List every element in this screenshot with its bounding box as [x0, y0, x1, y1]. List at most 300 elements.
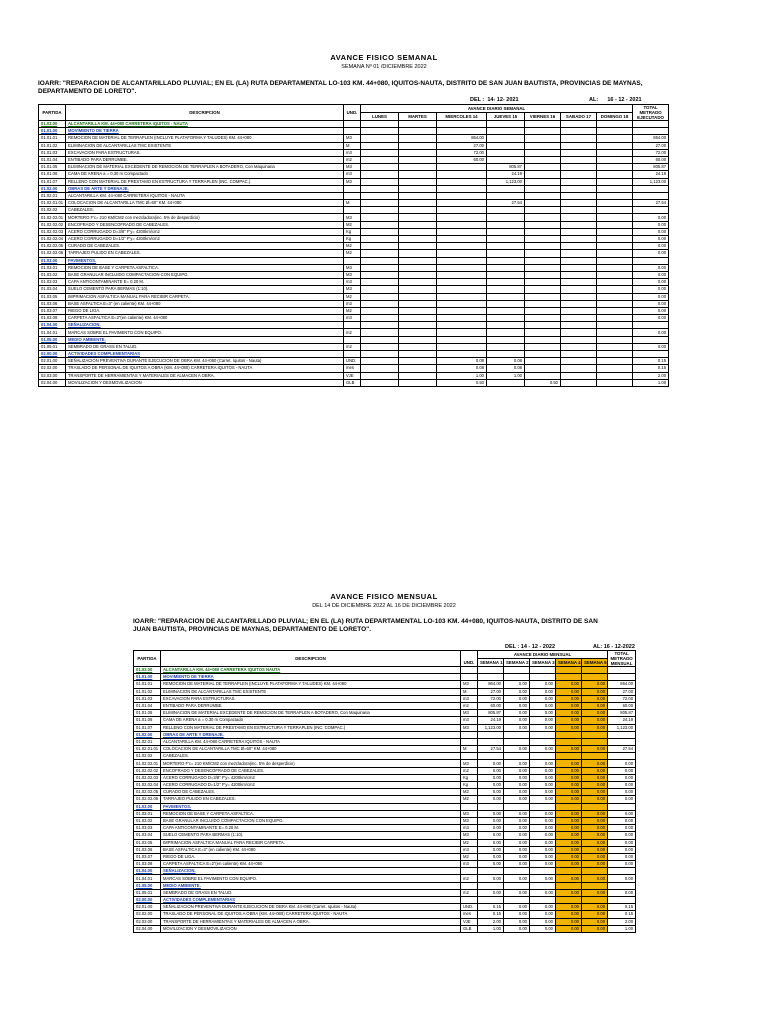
cell-value	[561, 214, 597, 221]
cell-descripcion: ACTIVIDADES COMPLEMENTARIAS	[66, 351, 344, 358]
cell-value: 0.00	[478, 789, 504, 796]
cell-und: M2	[461, 853, 478, 860]
cell-value: 0.00	[582, 688, 608, 695]
cell-descripcion: COLOCACION DE ALCANTARILLA TMC Ø=60" KM. 44+080	[66, 200, 344, 207]
cell-und	[344, 207, 361, 214]
cell-total: 0.00	[633, 279, 669, 286]
cell-value: 0.00	[556, 861, 582, 868]
cell-value: 1.00	[487, 372, 525, 379]
cell-partida: 01.03.08	[39, 315, 66, 322]
cell-value: 2.00	[478, 918, 504, 925]
cell-total: 0.00	[608, 889, 636, 896]
cell-value: 72.00	[437, 149, 487, 156]
cell-value: 0.00	[530, 717, 556, 724]
cell-total: 0.00	[633, 271, 669, 278]
cell-value	[597, 322, 633, 329]
cell-total: 0.00	[633, 300, 669, 307]
cell-value	[399, 379, 437, 386]
cell-total: 0.15	[633, 358, 669, 365]
cell-value	[487, 257, 525, 264]
cell-descripcion: REMOCION DE BASE Y CARPETA ASFALTICA.	[161, 810, 461, 817]
cell-value	[561, 257, 597, 264]
cell-descripcion: TARRAJEO PULIDO EN CABEZALES.	[66, 250, 344, 257]
table-row	[39, 164, 669, 171]
cell-value	[525, 271, 561, 278]
cell-total: 0.00	[608, 789, 636, 796]
cell-value	[399, 243, 437, 250]
cell-value: 0.00	[556, 724, 582, 731]
cell-value: 1.00	[478, 925, 504, 932]
cell-value	[561, 142, 597, 149]
monthly-table-body	[134, 667, 636, 933]
cell-partida: 02.04.00	[134, 925, 161, 932]
cell-value: 0.00	[556, 918, 582, 925]
cell-value	[487, 214, 525, 221]
cell-value	[437, 128, 487, 135]
cell-partida: 01.03.00	[39, 121, 66, 128]
cell-partida: 01.02.01.01	[134, 746, 161, 753]
cell-und: m2	[461, 702, 478, 709]
cell-descripcion: TARRAJEO PULIDO EN CABEZALES.	[161, 796, 461, 803]
cell-descripcion: COLOCACION DE ALCANTARILLA TMC Ø=60" KM. 44+080	[161, 746, 461, 753]
cell-value	[361, 171, 399, 178]
cell-value	[597, 228, 633, 235]
cell-value	[525, 300, 561, 307]
cell-value	[597, 156, 633, 163]
cell-value	[561, 300, 597, 307]
table-row	[134, 738, 636, 745]
cell-partida: 01.01.02	[134, 688, 161, 695]
table-row	[134, 760, 636, 767]
cell-value	[504, 882, 530, 889]
cell-total: 0.00	[608, 817, 636, 824]
table-row	[39, 379, 669, 386]
cell-value	[525, 135, 561, 142]
cell-value	[561, 293, 597, 300]
cell-value	[525, 336, 561, 343]
cell-partida: 01.01.07	[39, 178, 66, 185]
cell-partida: 01.03.05	[39, 293, 66, 300]
cell-value: 0.00	[504, 918, 530, 925]
cell-total: 0.00	[608, 861, 636, 868]
cell-value	[561, 329, 597, 336]
cell-value	[525, 343, 561, 350]
cell-value	[487, 142, 525, 149]
cell-descripcion: PAVIMENTOS.	[161, 803, 461, 810]
cell-value	[399, 121, 437, 128]
cell-descripcion: MARCAS SOBRE EL PAVIMENTO CON EQUIPO.	[161, 875, 461, 882]
cell-value	[487, 379, 525, 386]
cell-value	[561, 286, 597, 293]
cell-und: m3	[344, 300, 361, 307]
cell-value	[437, 343, 487, 350]
cell-total: 27.00	[633, 142, 669, 149]
cell-value	[437, 185, 487, 192]
cell-value	[597, 343, 633, 350]
cell-partida: 01.05.00	[39, 336, 66, 343]
table-row	[39, 156, 669, 163]
cell-value: 0.00	[530, 853, 556, 860]
cell-total	[608, 753, 636, 760]
cell-value	[361, 200, 399, 207]
cell-value: 1.00	[437, 372, 487, 379]
cell-partida: 01.01.03	[134, 695, 161, 702]
cell-value	[525, 358, 561, 365]
cell-value	[437, 121, 487, 128]
cell-value	[399, 336, 437, 343]
cell-value	[525, 315, 561, 322]
col-day: JUEVES 15	[487, 113, 525, 121]
cell-value: 805.87	[478, 710, 504, 717]
cell-value	[556, 667, 582, 674]
cell-value	[487, 271, 525, 278]
cell-value: 0.00	[556, 688, 582, 695]
col-avance-group: AVANCE DIARIO SEMANAL	[361, 105, 633, 113]
cell-value	[361, 135, 399, 142]
cell-value	[361, 358, 399, 365]
table-row	[134, 889, 636, 896]
cell-value	[582, 882, 608, 889]
cell-partida: 01.04.01	[39, 329, 66, 336]
cell-value: 0.00	[582, 724, 608, 731]
cell-value	[399, 372, 437, 379]
cell-value: 0.00	[556, 746, 582, 753]
cell-value	[361, 343, 399, 350]
cell-und: Kg	[461, 774, 478, 781]
cell-descripcion: SUELO CEMENTO PARA BERMAS (1:10).	[66, 286, 344, 293]
cell-value	[437, 322, 487, 329]
cell-total	[633, 185, 669, 192]
cell-descripcion: MORTERO F'c= 210 KM/CM2 con mezcladora(inc. 5% de desperdicio)	[161, 760, 461, 767]
cell-value: 0.00	[478, 839, 504, 846]
cell-partida: 02.02.00	[39, 365, 66, 372]
cell-descripcion: ALCANTARILLA KM. 44+080 CARRETERA IQUITOS - NAUTA	[66, 192, 344, 199]
cell-value	[437, 178, 487, 185]
cell-und: M3	[461, 832, 478, 839]
cell-value: 0.00	[582, 817, 608, 824]
table-row	[134, 674, 636, 681]
cell-value: 1,123.00	[478, 724, 504, 731]
cell-value	[597, 142, 633, 149]
weekly-table	[38, 104, 669, 387]
table-row	[134, 853, 636, 860]
cell-partida: 02.00.00	[39, 351, 66, 358]
cell-descripcion: ENCOFRADO Y DESENCOFRADO DE CABEZALES.	[161, 767, 461, 774]
cell-und: mes	[344, 365, 361, 372]
cell-total: 0.00	[633, 343, 669, 350]
cell-value: 805.87	[487, 164, 525, 171]
cell-partida: 01.01.00	[134, 674, 161, 681]
cell-value: 864.00	[478, 681, 504, 688]
cell-value	[437, 164, 487, 171]
cell-total: 0.00	[633, 250, 669, 257]
table-row	[39, 228, 669, 235]
cell-und: m2	[344, 329, 361, 336]
cell-und: m3	[461, 846, 478, 853]
cell-partida: 01.03.06	[134, 846, 161, 853]
cell-value	[437, 329, 487, 336]
cell-value	[556, 882, 582, 889]
cell-descripcion: TRASLADO DE PERSONAL DE IQUITOS A OBRA (KM. 44+080) CARRETERA IQUITOS - NAUTA	[161, 911, 461, 918]
cell-descripcion: CABEZALES.	[161, 753, 461, 760]
cell-descripcion: SEMBRADO DE GRASS EN TALUD.	[161, 889, 461, 896]
cell-value	[504, 868, 530, 875]
cell-value	[399, 358, 437, 365]
table-row	[39, 149, 669, 156]
cell-value	[361, 264, 399, 271]
cell-value	[361, 221, 399, 228]
cell-value	[478, 803, 504, 810]
cell-partida: 01.01.04	[39, 156, 66, 163]
cell-total: 1.00	[608, 925, 636, 932]
cell-total: 0.15	[633, 365, 669, 372]
cell-value	[399, 236, 437, 243]
cell-value	[361, 214, 399, 221]
table-row	[39, 307, 669, 314]
cell-value	[525, 307, 561, 314]
cell-value: 0.00	[556, 911, 582, 918]
table-row	[39, 121, 669, 128]
cell-value: 0.00	[478, 817, 504, 824]
monthly-project-title: IOARR: "REPARACION DE ALCANTARILLADO PLUVIAL; EN EL (LA) RUTA DEPARTAMENTAL LO-103 KM. 44+080, IQUITOS-NAUTA, DISTRITO DE SAN JUAN BAUTISTA, PROVINCIAS DE MAYNAS, DEPARTAMENTO DE LORETO".	[133, 618, 598, 633]
cell-value: 0.00	[556, 710, 582, 717]
cell-value	[399, 365, 437, 372]
cell-total: 0.00	[608, 760, 636, 767]
table-row	[39, 300, 669, 307]
cell-partida: 02.03.00	[39, 372, 66, 379]
cell-descripcion: BASE GRANULAR INCLUIDO COMPACTACION CON EQUIPO.	[161, 817, 461, 824]
cell-value	[437, 293, 487, 300]
cell-value	[582, 674, 608, 681]
cell-value: 0.00	[504, 853, 530, 860]
cell-value: 1,123.00	[487, 178, 525, 185]
cell-value: 0.00	[582, 825, 608, 832]
table-row	[39, 257, 669, 264]
cell-partida: 01.02.02.03	[134, 774, 161, 781]
cell-value	[437, 236, 487, 243]
cell-descripcion: ACERO CORRUGADO D=1/2" F'y= 4200km/cm2	[161, 782, 461, 789]
cell-value: 0.08	[437, 365, 487, 372]
cell-und	[461, 882, 478, 889]
table-row	[39, 250, 669, 257]
cell-value	[582, 897, 608, 904]
cell-value	[478, 731, 504, 738]
cell-descripcion: RELLENO CON MATERIAL DE PRESTAMO EN ESTRUCTURA Y TERRAPLEN (INC. COMPAC.)	[161, 724, 461, 731]
cell-value: 0.00	[582, 681, 608, 688]
cell-value	[525, 149, 561, 156]
cell-value	[361, 243, 399, 250]
cell-total: 0.00	[608, 796, 636, 803]
cell-value	[597, 315, 633, 322]
cell-value	[561, 315, 597, 322]
cell-total: 24.19	[608, 717, 636, 724]
cell-value	[487, 336, 525, 343]
cell-value: 0.00	[504, 782, 530, 789]
cell-total	[608, 731, 636, 738]
cell-value	[561, 351, 597, 358]
cell-value: 0.00	[478, 832, 504, 839]
cell-total: 27.00	[608, 688, 636, 695]
cell-und: M	[461, 688, 478, 695]
cell-value	[525, 192, 561, 199]
cell-value	[399, 279, 437, 286]
cell-value	[561, 128, 597, 135]
cell-descripcion: CAMA DE ARENA a = 0.30 m Compactado	[161, 717, 461, 724]
cell-value: 0.00	[504, 925, 530, 932]
cell-value	[504, 667, 530, 674]
cell-value: 0.00	[530, 796, 556, 803]
cell-value	[597, 264, 633, 271]
cell-value	[556, 803, 582, 810]
cell-total: 0.00	[608, 825, 636, 832]
cell-und: M	[461, 746, 478, 753]
cell-value: 0.00	[530, 695, 556, 702]
cell-value	[487, 279, 525, 286]
cell-value: 0.00	[556, 782, 582, 789]
cell-value	[597, 286, 633, 293]
cell-value	[437, 279, 487, 286]
cell-value	[399, 257, 437, 264]
cell-value	[487, 135, 525, 142]
cell-value: 27.54	[478, 746, 504, 753]
cell-value	[525, 264, 561, 271]
cell-partida: 01.05.01	[39, 343, 66, 350]
cell-partida: 01.02.00	[134, 731, 161, 738]
cell-descripcion: BASE GRANULAR INCLUIDO COMPACTACION CON EQUIPO.	[66, 271, 344, 278]
cell-value	[399, 293, 437, 300]
cell-value	[399, 200, 437, 207]
cell-total: 0.00	[608, 774, 636, 781]
cell-value	[597, 257, 633, 264]
cell-descripcion: ACERO CORRUGADO D=3/8" F'y= 4200km/cm2	[66, 228, 344, 235]
cell-value: 24.19	[487, 171, 525, 178]
table-row	[134, 925, 636, 932]
cell-partida: 01.01.05	[134, 710, 161, 717]
table-row	[134, 789, 636, 796]
cell-value	[525, 257, 561, 264]
cell-und: M3	[344, 214, 361, 221]
cell-partida: 02.01.00	[39, 358, 66, 365]
cell-und: m2	[461, 875, 478, 882]
weekly-del-label: DEL :	[470, 97, 485, 103]
cell-value	[361, 372, 399, 379]
cell-value: 0.08	[487, 358, 525, 365]
cell-partida: 01.02.02	[134, 753, 161, 760]
table-row	[134, 702, 636, 709]
cell-value	[597, 121, 633, 128]
table-row	[39, 236, 669, 243]
table-row	[39, 192, 669, 199]
weekly-project-title: IOARR: "REPARACION DE ALCANTARILLADO PLUVIAL; EN EL (LA) RUTA DEPARTAMENTAL LO-103 KM. 44+080, IQUITOS-NAUTA, DISTRITO DE SAN JUAN BAUTISTA, PROVINCIAS DE MAYNAS, DEPARTAMENTO DE LORETO".	[38, 80, 643, 95]
cell-descripcion: ELIMINACION DE ALCANTARILLAS TMC EXISTENTE	[66, 142, 344, 149]
cell-total: 0.00	[608, 839, 636, 846]
cell-und	[344, 322, 361, 329]
col-day: VIERNES 16	[525, 113, 561, 121]
cell-value: 0.00	[582, 853, 608, 860]
cell-value: 0.00	[478, 889, 504, 896]
cell-descripcion: ACTIVIDADES COMPLEMENTARIAS	[161, 897, 461, 904]
cell-total	[633, 336, 669, 343]
cell-value	[361, 164, 399, 171]
cell-value: 0.00	[530, 760, 556, 767]
cell-value	[597, 293, 633, 300]
table-row	[39, 315, 669, 322]
cell-total: 0.00	[633, 307, 669, 314]
table-row	[134, 803, 636, 810]
cell-value	[361, 257, 399, 264]
cell-und: m3	[461, 717, 478, 724]
cell-partida: 01.02.02.03	[39, 228, 66, 235]
cell-value	[437, 228, 487, 235]
cell-value: 0.00	[478, 796, 504, 803]
cell-total: 0.00	[608, 853, 636, 860]
cell-value: 0.00	[556, 875, 582, 882]
cell-total: 72.00	[633, 149, 669, 156]
cell-value	[487, 343, 525, 350]
col-und: UND.	[344, 105, 361, 121]
cell-value: 0.00	[504, 717, 530, 724]
cell-value	[361, 315, 399, 322]
cell-value: 0.00	[504, 688, 530, 695]
cell-value	[530, 753, 556, 760]
cell-value: 0.00	[530, 710, 556, 717]
cell-und: m3	[461, 695, 478, 702]
weekly-al-value: 16 - 12 - 2021	[607, 97, 642, 103]
table-row	[39, 351, 669, 358]
cell-und: m2	[344, 156, 361, 163]
cell-und: M3	[344, 271, 361, 278]
cell-descripcion: ENTIBADO PARA DERRUMBE.	[66, 156, 344, 163]
cell-descripcion: ENCOFRADO Y DESENCOFRADO DE CABEZALES.	[66, 221, 344, 228]
table-row	[134, 695, 636, 702]
cell-value	[525, 236, 561, 243]
table-row	[134, 839, 636, 846]
cell-value: 0.00	[504, 695, 530, 702]
cell-value	[361, 279, 399, 286]
cell-value	[561, 164, 597, 171]
table-row	[134, 825, 636, 832]
cell-total	[633, 351, 669, 358]
cell-und	[461, 738, 478, 745]
cell-descripcion: REMOCION DE BASE Y CARPETA ASFALTICA.	[66, 264, 344, 271]
cell-value: 0.00	[530, 789, 556, 796]
cell-value	[556, 753, 582, 760]
cell-value	[561, 279, 597, 286]
cell-value: 0.00	[530, 911, 556, 918]
cell-value: 0.00	[556, 904, 582, 911]
cell-total: 1.00	[633, 379, 669, 386]
cell-descripcion: SEÑALIZACION.	[161, 868, 461, 875]
col-week: SEMANA 2	[504, 659, 530, 667]
cell-value	[487, 121, 525, 128]
cell-value	[504, 897, 530, 904]
cell-total: 0.15	[608, 904, 636, 911]
cell-total: 0.00	[633, 264, 669, 271]
cell-value	[487, 293, 525, 300]
cell-value: 0.00	[582, 767, 608, 774]
cell-value	[582, 753, 608, 760]
cell-value: 0.00	[504, 817, 530, 824]
cell-partida: 01.03.01	[39, 264, 66, 271]
cell-value: 0.00	[582, 832, 608, 839]
cell-total: 60.00	[608, 702, 636, 709]
cell-value: 0.00	[530, 925, 556, 932]
cell-value	[597, 236, 633, 243]
cell-value	[487, 250, 525, 257]
cell-value	[525, 207, 561, 214]
weekly-date-from	[470, 97, 519, 103]
weekly-subtitle: SEMANA Nº 01 /DICIEMBRE 2022	[341, 64, 427, 70]
